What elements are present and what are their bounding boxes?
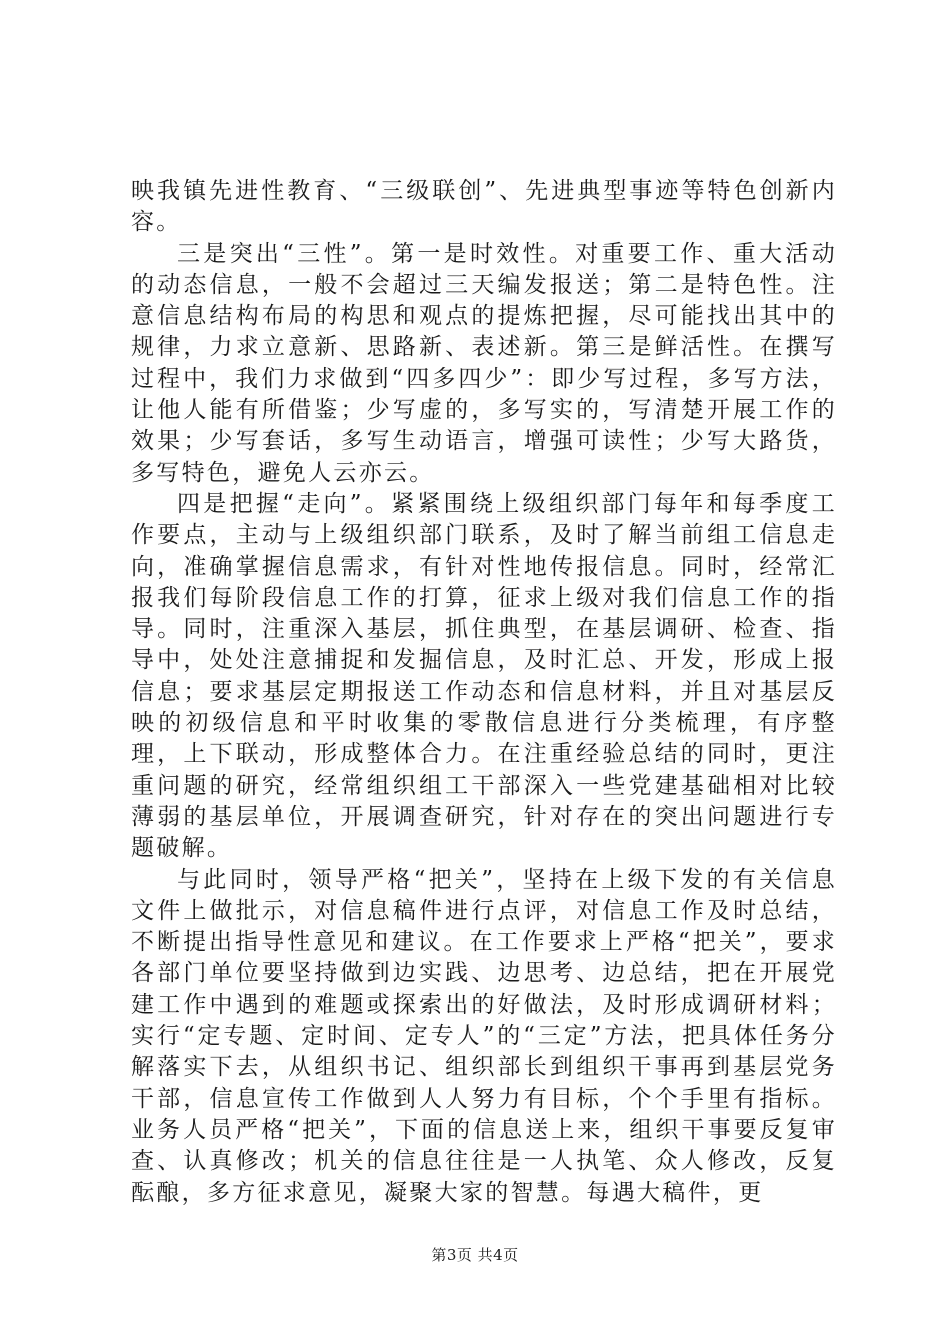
- paragraph-3: 四是把握“走向”。紧紧围绕上级组织部门每年和每季度工作要点，主动与上级组织部门联系，及时了解当前组工信息走向，准确掌握信息需求，有针对性地传报信息。同时，经常汇报我们每阶段信息工作的打算，征求上级对我们信息工作的指导。同时，注重深入基层，抓住典型，在基层调研、检查、指导中，处处注意捕捉和发掘信息，及时汇总、开发，形成上报信息；要求基层定期报送工作动态和信息材料，并且对基层反映的初级信息和平时收集的零散信息进行分类梳理，有序整理，上下联动，形成整体合力。在注重经验总结的同时，更注重问题的研究，经常组织组工干部深入一些党建基础相对比较薄弱的基层单位，开展调查研究，针对存在的突出问题进行专题破解。: [131, 490, 837, 862]
- document-body: [131, 176, 837, 1209]
- paragraph-2: 三是突出“三性”。第一是时效性。对重要工作、重大活动的动态信息，一般不会超过三天编发报送；第二是特色性。注意信息结构布局的构思和观点的提炼把握，尽可能找出其中的规律，力求立意新、思路新、表述新。第三是鲜活性。在撰写过程中，我们力求做到“四多四少”：即少写过程，多写方法，让他人能有所借鉴；少写虚的，多写实的，写清楚开展工作的效果；少写套话，多写生动语言，增强可读性；少写大路货，多写特色，避免人云亦云。: [131, 240, 837, 486]
- paragraph-4: 与此同时，领导严格“把关”，坚持在上级下发的有关信息文件上做批示，对信息稿件进行点评，对信息工作及时总结，不断提出指导性意见和建议。在工作要求上严格“把关”，要求各部门单位要坚持做到边实践、边思考、边总结，把在开展党建工作中遇到的难题或探索出的好做法，及时形成调研材料；实行“定专题、定时间、定专人”的“三定”方法，把具体任务分解落实下去，从组织书记、组织部长到组织干事再到基层党务干部，信息宣传工作做到人人努力有目标，个个手里有指标。业务人员严格“把关”，下面的信息送上来，组织干事要反复审查、认真修改；机关的信息往往是一人执笔、众人修改，反复酝酿，多方征求意见，凝聚大家的智慧。每遇大稿件，更: [131, 866, 837, 1206]
- page-footer: 第3页 共4页: [431, 1246, 519, 1264]
- paragraph-1: 映我镇先进性教育、“三级联创”、先进典型事迹等特色创新内容。: [131, 178, 837, 236]
